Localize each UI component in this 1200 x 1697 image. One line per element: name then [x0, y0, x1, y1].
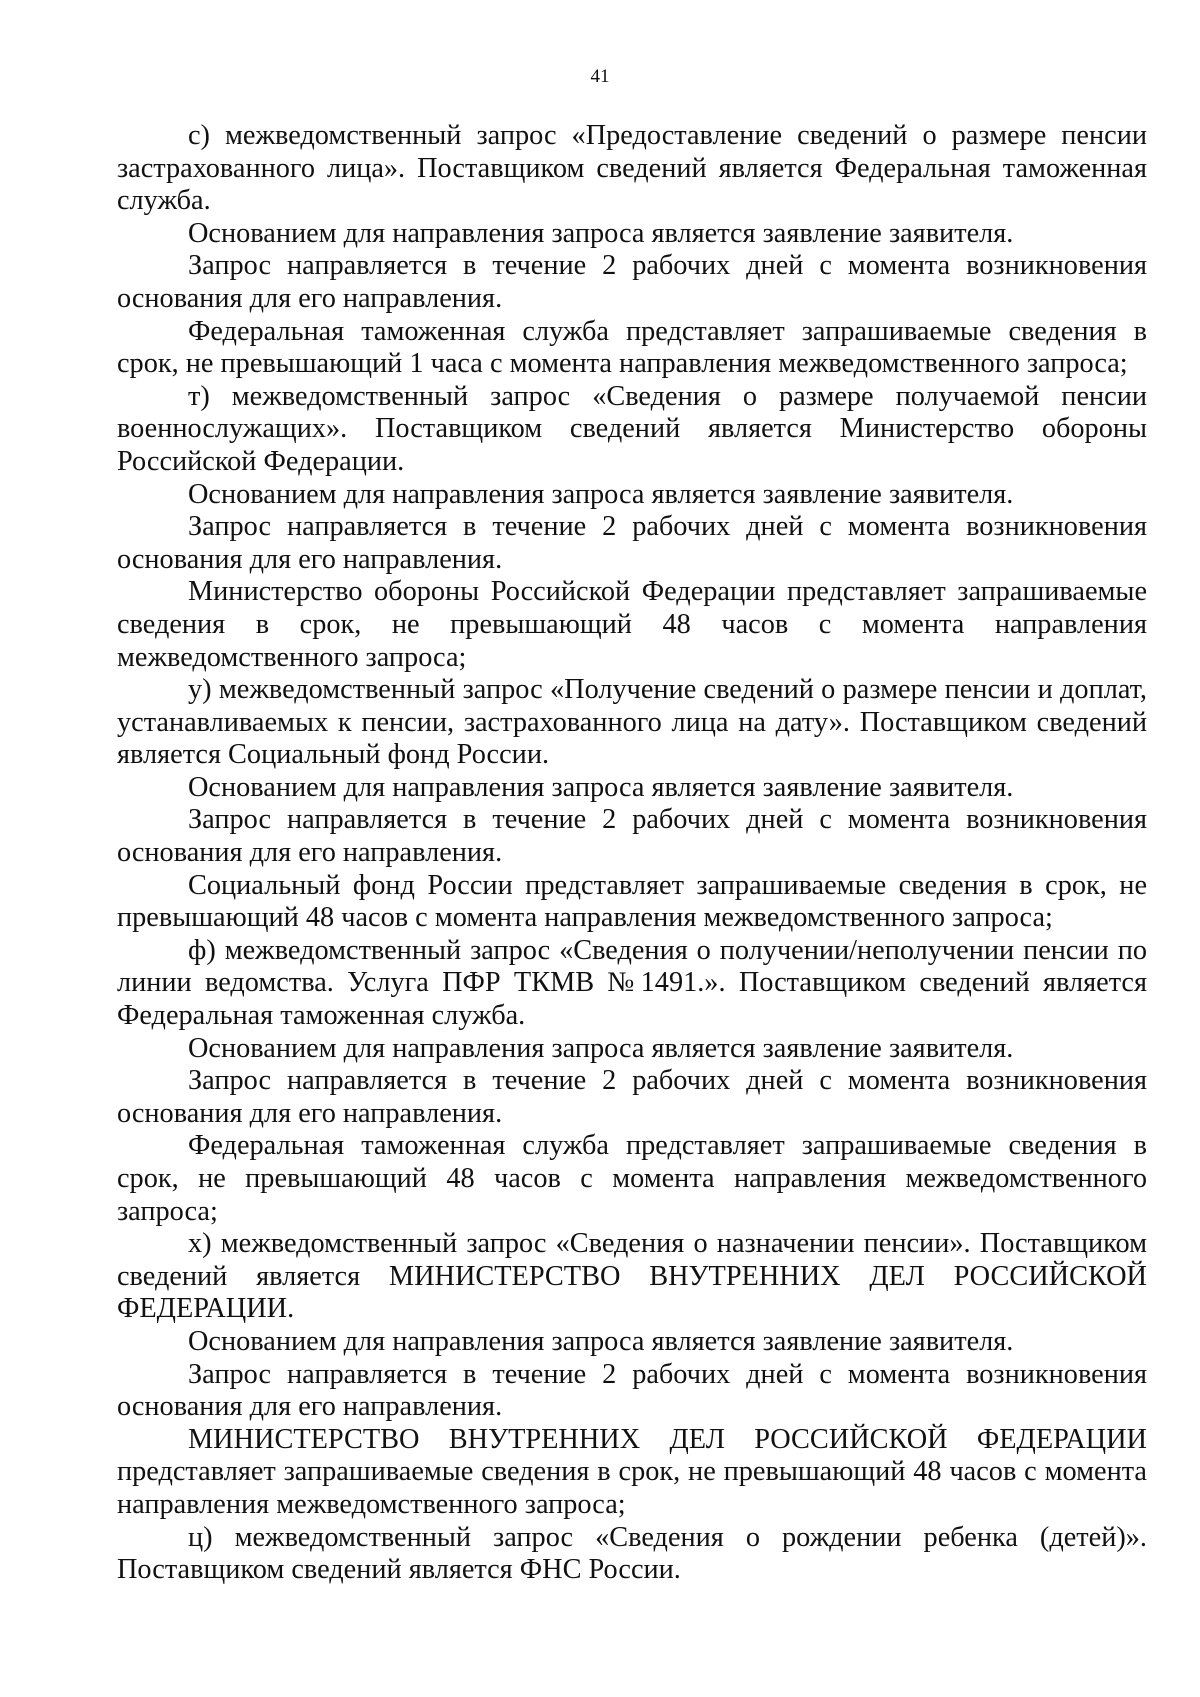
paragraph-response-term: Министерство обороны Российской Федерации представляет запрашиваемые сведения в срок, не превышающий 48 часов с момента направления межведомственного запроса; — [117, 576, 1147, 673]
paragraph-deadline: Запрос направляется в течение 2 рабочих дней с момента возникновения основания для его направления. — [117, 250, 1147, 314]
paragraph-t-request: т) межведомственный запрос «Сведения о размере получаемой пенсии военнослужащих». Поставщиком сведений является Министерство обороны Российской Федерации. — [117, 380, 1147, 477]
paragraph-response-term: Социальный фонд России представляет запрашиваемые сведения в срок, не превышающий 48 часов с момента направления межведомственного запроса; — [117, 869, 1147, 934]
paragraph-basis: Основанием для направления запроса является заявление заявителя. — [188, 1325, 1014, 1357]
paragraph-u-request: у) межведомственный запрос «Получение сведений о размере пенсии и доплат, устанавливаемых к пенсии, застрахованного лица на дату». Поставщиком сведений является Социальный фонд России. — [117, 674, 1147, 771]
paragraph-basis: Основанием для направления запроса является заявление заявителя. — [188, 478, 1014, 510]
paragraph-ts-request: ц) межведомственный запрос «Сведения о рождении ребенка (детей)». Поставщиком сведений является ФНС России. — [117, 1521, 1147, 1586]
paragraph-kh-request: х) межведомственный запрос «Сведения о назначении пенсии». Поставщиком сведений является МИНИСТЕРСТВО ВНУТРЕННИХ ДЕЛ РОССИЙСКОЙ ФЕДЕРАЦИИ. — [117, 1228, 1147, 1325]
page-number: 41 — [590, 66, 610, 87]
paragraph-response-term: Федеральная таможенная служба представляет запрашиваемые сведения в срок, не превышающий 1 часа с момента направления межведомственного запроса; — [117, 315, 1147, 380]
paragraph-response-term: Федеральная таможенная служба представляет запрашиваемые сведения в срок, не превышающий 48 часов с момента направления межведомственного запроса; — [117, 1130, 1147, 1227]
paragraph-deadline: Запрос направляется в течение 2 рабочих дней с момента возникновения основания для его направления. — [117, 1065, 1147, 1129]
paragraph-basis: Основанием для направления запроса является заявление заявителя. — [188, 1032, 1014, 1064]
document-body — [117, 120, 1147, 1587]
paragraph-s-request: с) межведомственный запрос «Предоставление сведений о размере пенсии застрахованного лица». Поставщиком сведений является Федеральная таможенная служба. — [117, 120, 1147, 217]
paragraph-deadline: Запрос направляется в течение 2 рабочих дней с момента возникновения основания для его направления. — [117, 1358, 1147, 1423]
paragraph-basis: Основанием для направления запроса является заявление заявителя. — [188, 771, 1014, 803]
paragraph-deadline: Запрос направляется в течение 2 рабочих дней с момента возникновения основания для его направления. — [117, 511, 1147, 575]
paragraph-f-request: ф) межведомственный запрос «Сведения о получении/неполучении пенсии по линии ведомства. Услуга ПФР ТКМВ №1491.». Поставщиком сведений является Федеральная таможенная служба. — [117, 934, 1147, 1032]
paragraph-basis: Основанием для направления запроса является заявление заявителя. — [188, 217, 1014, 249]
paragraph-response-term: МИНИСТЕРСТВО ВНУТРЕННИХ ДЕЛ РОССИЙСКОЙ ФЕДЕРАЦИИ представляет запрашиваемые сведения в срок, не превышающий 48 часов с момента направления межведомственного запроса; — [117, 1423, 1147, 1520]
paragraph-deadline: Запрос направляется в течение 2 рабочих дней с момента возникновения основания для его направления. — [117, 804, 1147, 869]
